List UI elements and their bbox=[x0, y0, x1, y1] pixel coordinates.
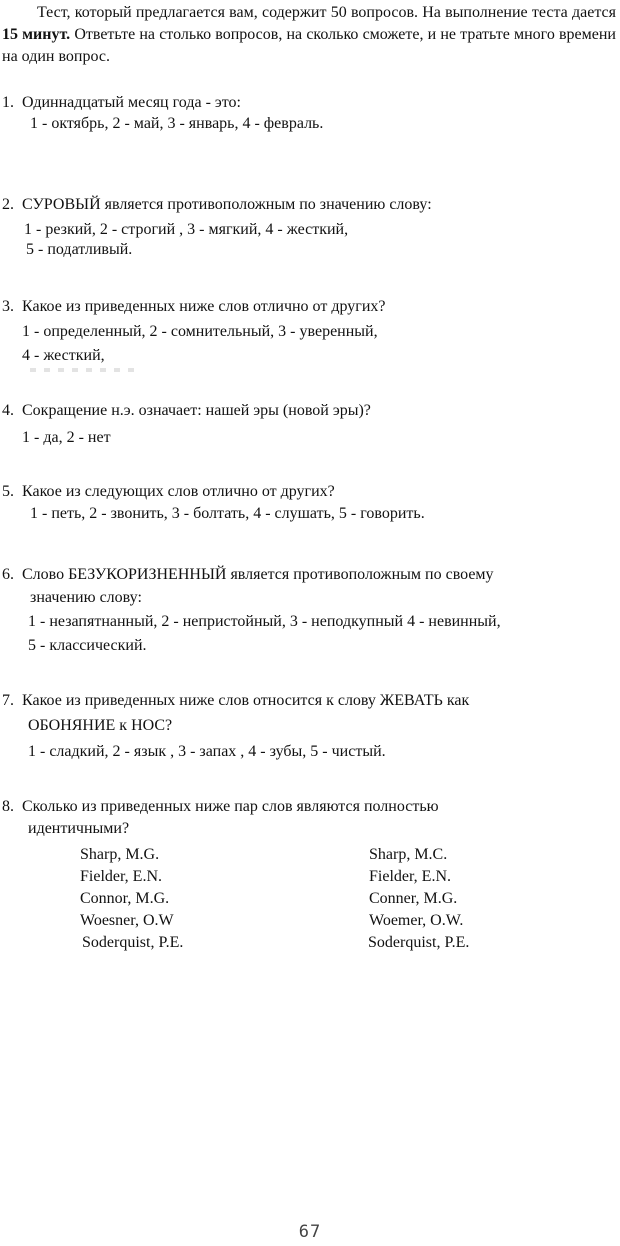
question-6-options-line-1: 1 - незапятнанный, 2 - непристойный, 3 - неподкупный 4 - невинный, bbox=[28, 613, 501, 630]
question-number: 5. bbox=[2, 483, 14, 500]
question-2-options-line-2: 5 - податливый. bbox=[26, 241, 133, 258]
question-text: Какое из следующих слов отлично от других? bbox=[22, 483, 335, 500]
pair-right-item: Fielder, E.N. bbox=[369, 868, 452, 885]
question-text: Какое из приведенных ниже слов относится к слову ЖЕВАТЬ как bbox=[22, 692, 470, 709]
pair-right-item: Conner, M.G. bbox=[369, 890, 458, 907]
pairs-left-column bbox=[80, 844, 183, 954]
question-number: 7. bbox=[2, 692, 14, 709]
pair-left-item: Fielder, E.N. bbox=[80, 868, 163, 885]
name-pairs-table bbox=[0, 844, 620, 964]
question-7-options-line-1: 1 - сладкий, 2 - язык , 3 - запах , 4 - зубы, 5 - чистый. bbox=[28, 743, 386, 760]
question-4-options-line-1: 1 - да, 2 - нет bbox=[22, 429, 111, 446]
pair-left-item: Sharp, M.G. bbox=[80, 846, 160, 863]
pair-right-item: Woemer, O.W. bbox=[369, 912, 464, 929]
question-5-options-line-1: 1 - петь, 2 - звонить, 3 - болтать, 4 - слушать, 5 - говорить. bbox=[30, 505, 425, 522]
question-8-prompt-line-2: идентичными? bbox=[28, 820, 130, 837]
question-6-prompt bbox=[2, 564, 494, 586]
question-number: 2. bbox=[2, 196, 14, 213]
question-1-options-line-1: 1 - октябрь, 2 - май, 3 - январь, 4 - февраль. bbox=[30, 115, 324, 132]
question-number: 8. bbox=[2, 798, 14, 815]
question-number: 1. bbox=[2, 94, 14, 111]
question-text: Одиннадцатый месяц года - это: bbox=[22, 94, 241, 111]
intro-text-part2: Ответьте на столько вопросов, на сколько сможете, и не тратьте много времени на один вопрос. bbox=[2, 26, 616, 65]
question-2-options-line-1: 1 - резкий, 2 - строгий , 3 - мягкий, 4 - жесткий, bbox=[24, 221, 349, 238]
question-text: Сокращение н.э. означает: нашей эры (новой эры)? bbox=[22, 402, 371, 419]
question-3-prompt bbox=[2, 296, 385, 318]
question-4-prompt bbox=[2, 400, 371, 422]
question-7-prompt-line-2: ОБОНЯНИЕ к НОС? bbox=[28, 717, 173, 734]
question-2-prompt bbox=[2, 194, 432, 216]
question-number: 4. bbox=[2, 402, 14, 419]
question-number: 3. bbox=[2, 298, 14, 315]
question-text: СУРОВЫЙ является противоположным по значению слову: bbox=[22, 196, 432, 213]
intro-paragraph bbox=[2, 2, 616, 68]
question-text: Сколько из приведенных ниже пар слов являются полностью bbox=[22, 798, 439, 815]
question-5-prompt bbox=[2, 481, 335, 503]
pair-left-item: Woesner, O.W bbox=[80, 912, 174, 929]
pair-left-item: Connor, M.G. bbox=[80, 890, 170, 907]
question-7-prompt bbox=[2, 690, 469, 712]
question-3-options-line-1: 1 - определенный, 2 - сомнительный, 3 - уверенный, bbox=[22, 323, 378, 340]
scan-artifact bbox=[30, 368, 140, 372]
intro-time-limit: 15 минут. bbox=[2, 26, 71, 43]
pair-left-item: Soderquist, P.E. bbox=[82, 934, 184, 951]
question-6-options-line-2: 5 - классический. bbox=[28, 637, 147, 654]
page-number: 67 bbox=[298, 1222, 322, 1242]
pair-right-item: Sharp, M.C. bbox=[369, 846, 448, 863]
question-text: Какое из приведенных ниже слов отлично от других? bbox=[22, 298, 386, 315]
intro-text-part1: Тест, который предлагается вам, содержит 50 вопросов. На выполнение теста дается bbox=[37, 4, 616, 21]
question-8-prompt bbox=[2, 796, 439, 818]
pair-right-item: Soderquist, P.E. bbox=[368, 934, 470, 951]
question-3-options-line-2: 4 - жесткий, bbox=[22, 347, 105, 364]
question-6-prompt-line-2: значению слову: bbox=[30, 589, 142, 606]
question-number: 6. bbox=[2, 566, 14, 583]
question-text: Слово БЕЗУКОРИЗНЕННЫЙ является противоположным по своему bbox=[22, 566, 494, 583]
pairs-right-column bbox=[369, 844, 469, 954]
question-1-prompt bbox=[2, 92, 241, 114]
